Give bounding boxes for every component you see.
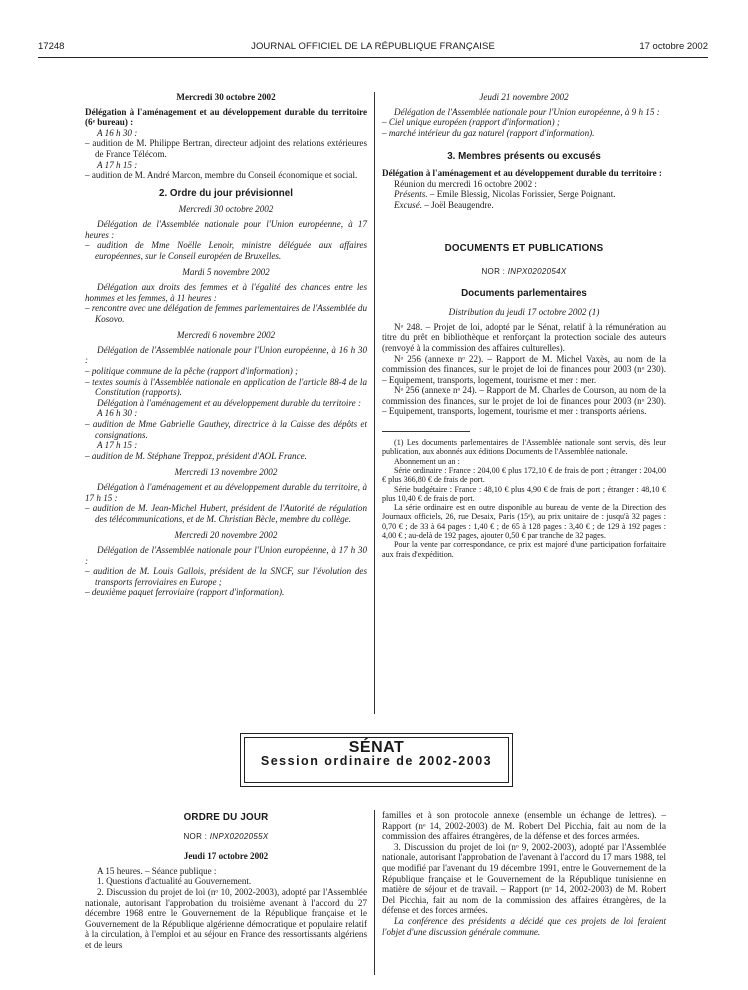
section-heading: 2. Ordre du jour prévisionnel	[159, 187, 293, 199]
documents-heading: DOCUMENTS ET PUBLICATIONS	[444, 243, 604, 255]
issue-date: 17 octobre 2002	[639, 41, 708, 52]
footnote-rule	[382, 431, 470, 432]
delegation-paragraph: Délégation de l'Assemblée nationale pour l'Union européenne, à 16 h 30 :	[85, 344, 367, 366]
delegation-paragraph: Délégation à l'aménagement et au développement durable du territoire :	[97, 397, 361, 408]
time-label: A 17 h 15 :	[97, 159, 138, 170]
list-item: – audition de M. Jean-Michel Hubert, président de l'Autorité de régulation des télécommunications, et de M. Christian Bècle, membre du collège.	[85, 503, 367, 524]
list-item: – audition de M. Louis Gallois, président de la SNCF, sur l'évolution des transports ferroviaires en Europe ;	[85, 566, 367, 587]
right-column	[382, 92, 666, 559]
nor-reference: NOR : INPX0202055X	[183, 831, 269, 841]
list-item: – audition de M. Philippe Bertran, directeur adjoint des relations extérieures de France Télécom.	[85, 138, 367, 159]
senat-right-column	[382, 810, 666, 937]
time-label: A 16 h 30 :	[97, 408, 138, 419]
header-rule	[38, 57, 708, 58]
delegation-paragraph: Délégation de l'Assemblée nationale pour l'Union européenne, à 17 heures :	[85, 218, 367, 240]
delegation-paragraph: Délégation de l'Assemblée nationale pour l'Union européenne, à 17 h 30 :	[85, 544, 367, 566]
list-item: – audition de M. Stéphane Treppoz, président d'AOL France.	[85, 450, 307, 461]
delegation-paragraph: Délégation à l'aménagement et au développement durable du territoire, à 17 h 15 :	[85, 482, 367, 503]
agenda-note: La conférence des présidents a décidé que ces projets de loi feraient l'objet d'une discussion générale commune.	[382, 915, 666, 937]
date-heading: Mercredi 30 octobre 2002	[176, 92, 276, 102]
list-item: – rencontre avec une délégation de femmes parlementaires de l'Assemblée du Kosovo.	[85, 303, 367, 324]
document-entry: Nᵒ 256 (annexe nᵒ 22). – Rapport de M. Michel Vaxès, au nom de la commission des finances, sur le projet de loi de finances pour 2003 (nᵒ 230). – Equipement, transports, logement, tourisme et mer : mer.	[382, 353, 666, 385]
footnote: (1) Les documents parlementaires de l'Assemblée nationale sont servis, dès leur publication, aux abonnés aux éditions Documents de l'Assemblée nationale. Abonnement un an : Série ordinaire : France : 204,00 € plus 172,10 € de frais de port ; étranger : 204,00 € plus 366,80 € de frais de port. Série budgétaire : France : 48,10 € plus 4,90 € de frais de port ; étranger : 48,10 € plus 10,40 € de frais de port. La série ordinaire est en outre disponible au bureau de vente de la Direction des Journaux officiels, 26, rue Desaix, Paris (15ᵉ), au prix unitaire de : jusqu'à 32 pages : 0,70 € ; de 33 à 64 pages : 1,40 € ; de 65 à 128 pages : 3,40 € ; de 129 à 192 pages : 4,00 € ; au-delà de 192 pages, ajouter 0,50 € par tranche de 32 pages. Pour la vente par correspondance, ce prix est majoré d'une participation forfaitaire aux frais d'expédition.	[382, 438, 666, 559]
delegation-heading: Délégation à l'aménagement et au développement durable du territoire (6ᵉ bureau) :	[85, 106, 367, 128]
document-entry: Nᵒ 248. – Projet de loi, adopté par le Sénat, relatif à la rémunération au titre du prêt en bibliothèque et renforçant la protection sociale des auteurs (renvoyé à la commission des affaires culturelles).	[382, 321, 666, 353]
senat-left-column	[85, 813, 367, 951]
delegation-paragraph: Délégation aux droits des femmes et à l'égalité des chances entre les hommes et les femmes, à 11 heures :	[85, 281, 367, 303]
list-item: – marché intérieur du gaz naturel (rapport d'information).	[382, 127, 595, 138]
session-title: Session ordinaire de 2002-2003	[260, 753, 493, 768]
agenda-continuation: familles et à son protocole annexe (ensemble un échange de lettres). – Rapport (nᵒ 14, 2002-2003) de M. Robert Del Picchia, fait au nom de la commission des affaires étrangères, de la défense et des forces armées.	[382, 810, 666, 842]
date-heading: Mardi 5 novembre 2002	[182, 267, 270, 278]
agenda-item: 3. Discussion du projet de loi (nᵒ 9, 2002-2003), adopté par l'Assemblée nationale, autorisant l'approbation de l'avenant à l'accord du 17 mars 1988, tel que modifié par l'avenant du 19 décembre 1991, entre le Gouvernement de la République française et le Gouvernement de la République tunisienne en matière de séjour et de travail. – Rapport (nᵒ 14, 2002-2003) de M. Robert Del Picchia, fait au nom de la commission des affaires étrangères, de la défense et des forces armées.	[382, 841, 666, 916]
session-line: A 15 heures. – Séance publique :	[97, 865, 217, 876]
attendees-excused: Excusé. – Joël Beaugendre.	[394, 199, 494, 210]
agenda-item: 2. Discussion du projet de loi (nᵒ 10, 2002-2003), adopté par l'Assemblée nationale, autorisant l'approbation du troisième avenant à l'accord du 27 décembre 1968 entre le Gouvernement de la République française et le Gouvernement de la République algérienne démocratique et populaire relatif à la circulation, à l'emploi et au séjour en France des ressortissants algériens et de leurs	[85, 886, 367, 950]
order-of-day-heading: ORDRE DU JOUR	[183, 812, 269, 823]
list-item: – audition de Mme Noëlle Lenoir, ministre déléguée aux affaires européennes, sur le Conseil européen de Bruxelles.	[85, 240, 367, 261]
column-divider	[374, 810, 375, 975]
section-heading: 3. Membres présents ou excusés	[447, 151, 601, 163]
list-item: – audition de M. André Marcon, membre du Conseil économique et social.	[85, 170, 358, 181]
date-heading: Jeudi 17 octobre 2002	[183, 851, 269, 862]
journal-title: JOURNAL OFFICIEL DE LA RÉPUBLIQUE FRANÇAISE	[251, 41, 495, 52]
left-column	[85, 92, 367, 598]
delegation-heading: Délégation à l'aménagement et au développement durable du territoire :	[382, 167, 662, 178]
excused-label: Excusé.	[394, 199, 423, 210]
time-label: A 16 h 30 :	[97, 127, 138, 138]
page-header	[38, 42, 708, 56]
date-heading: Mercredi 13 novembre 2002	[174, 467, 278, 478]
list-item: – deuxième paquet ferroviaire (rapport d'information).	[85, 587, 285, 598]
delegation-paragraph: Délégation de l'Assemblée nationale pour l'Union européenne, à 9 h 15 :	[394, 106, 660, 117]
present-label: Présents.	[394, 189, 428, 200]
document-entry: Nᵒ 256 (annexe nᵒ 24). – Rapport de M. Charles de Courson, au nom de la commission des finances, sur le projet de loi de finances pour 2003 (nᵒ 230). – Equipement, transports, logement, tourisme et mer : transports aériens.	[382, 385, 666, 417]
date-heading: Mercredi 20 novembre 2002	[174, 530, 278, 541]
time-label: A 17 h 15 :	[97, 440, 138, 451]
agenda-item: 1. Questions d'actualité au Gouvernement.	[97, 876, 252, 887]
distribution-line: Distribution du jeudi 17 octobre 2002 (1)	[448, 307, 600, 318]
page-number: 17248	[38, 41, 65, 52]
nor-reference: NOR : INPX0202054X	[481, 266, 567, 276]
list-item: – Ciel unique européen (rapport d'information) ;	[382, 117, 560, 128]
list-item: – politique commune de la pêche (rapport d'information) ;	[85, 366, 299, 377]
documents-subheading: Documents parlementaires	[461, 287, 587, 299]
senat-title: SÉNAT	[348, 739, 405, 756]
date-heading: Mercredi 6 novembre 2002	[176, 330, 276, 341]
date-heading: Mercredi 30 octobre 2002	[178, 204, 274, 215]
senat-banner	[240, 733, 513, 787]
meeting-line: Réunion du mercredi 16 octobre 2002 :	[394, 178, 537, 189]
list-item: – audition de Mme Gabrielle Gauthey, directrice à la Caisse des dépôts et consignations.	[85, 419, 367, 440]
attendees-present: Présents. – Emile Blessig, Nicolas Forissier, Serge Poignant.	[394, 189, 616, 200]
list-item: – textes soumis à l'Assemblée nationale en application de l'article 88-4 de la Constitution (rapports).	[85, 376, 367, 398]
date-heading: Jeudi 21 novembre 2002	[479, 92, 569, 102]
column-divider	[374, 92, 375, 714]
